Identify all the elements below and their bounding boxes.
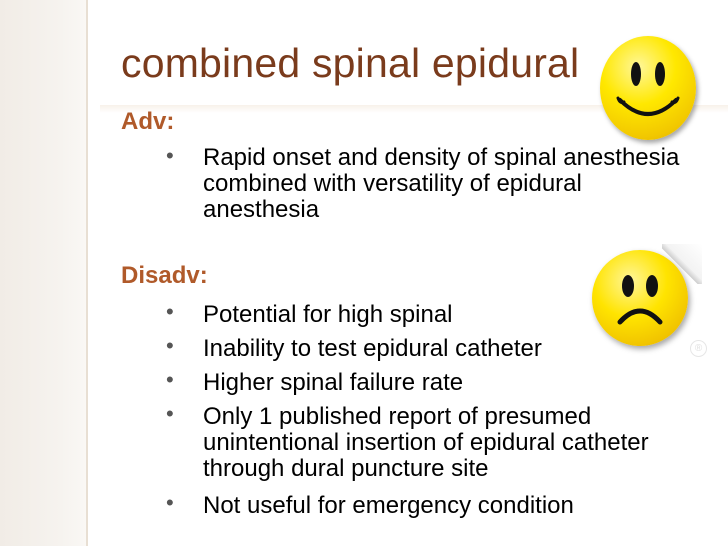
left-decor-bar <box>0 0 87 546</box>
list-item-text: Higher spinal failure rate <box>203 369 464 396</box>
disadv-heading: Disadv: <box>121 262 208 289</box>
bullet-icon: • <box>166 299 174 324</box>
left-bar-edge <box>86 0 88 546</box>
bullet-icon: • <box>166 333 174 358</box>
bullet-icon: • <box>166 401 174 426</box>
list-item-text: Only 1 published report of presumed unintentional insertion of epidural catheter through dural puncture site <box>203 403 649 482</box>
list-item-text: Potential for high spinal <box>203 301 453 328</box>
bullet-icon: • <box>166 490 174 515</box>
smiley-happy-icon <box>600 36 696 140</box>
bullet-icon: • <box>166 143 174 168</box>
list-item-text: Rapid onset and density of spinal anesthesia combined with versatility of epidural anesthesia <box>203 144 680 223</box>
page-curl-decor <box>662 244 702 284</box>
adv-heading: Adv: <box>121 108 175 135</box>
slide-title: combined spinal epidural <box>121 40 580 86</box>
list-item-text: Inability to test epidural catheter <box>203 336 542 362</box>
registered-mark: ® <box>690 340 707 357</box>
bullet-icon: • <box>166 367 174 392</box>
list-item-text: Not useful for emergency condition <box>203 492 574 519</box>
